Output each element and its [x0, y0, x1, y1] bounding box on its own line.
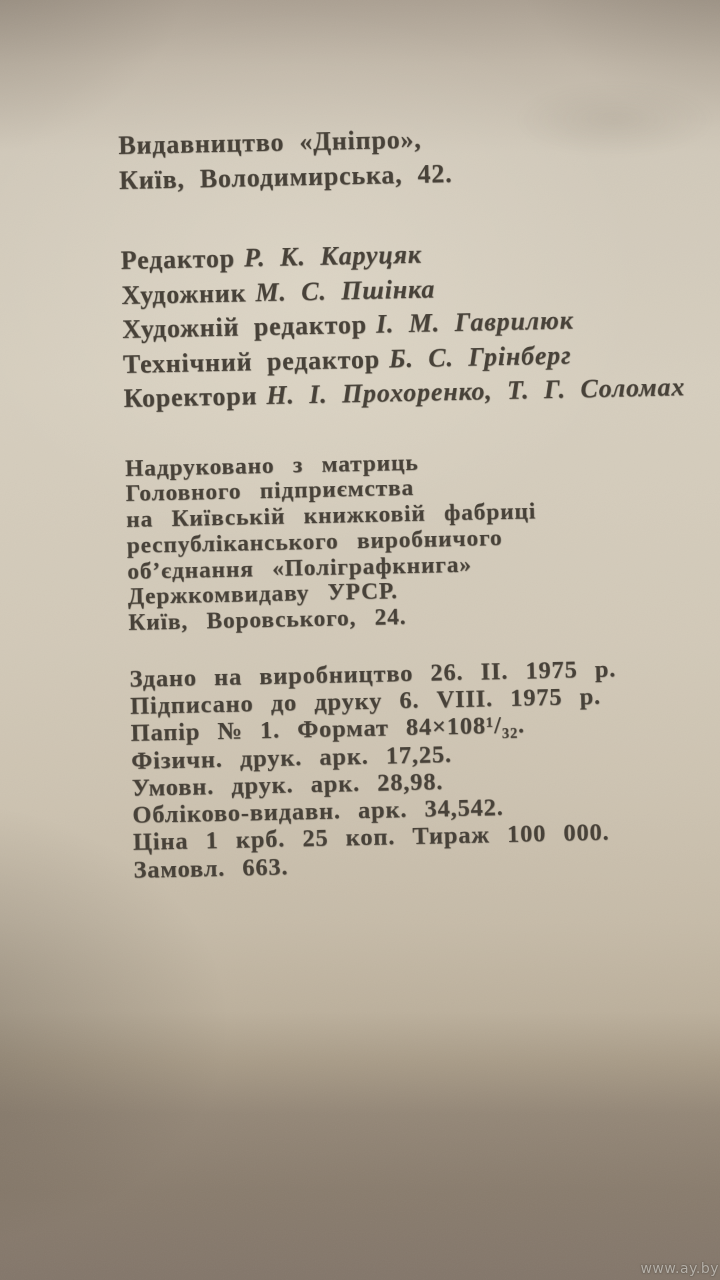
staff-role: Технічний редактор	[122, 344, 381, 379]
production-block	[129, 653, 720, 884]
production-line: Ціна 1 крб. 25 коп. Тираж 100 000.	[132, 819, 610, 857]
imprint-line: на Київській книжковій фабриці	[125, 498, 537, 534]
imprint-line: республіканського виробничого	[126, 524, 503, 559]
staff-role: Художник	[121, 277, 247, 310]
staff-name: Н. І. Прохоренко, Т. Г. Соломах	[266, 372, 686, 410]
production-line: Папір № 1. Формат 84×108¹/₃₂.	[130, 712, 526, 748]
staff-block	[120, 231, 720, 417]
staff-name: М. С. Пшінка	[255, 273, 436, 307]
imprint-line: об’єднання «Поліграфкнига»	[127, 551, 473, 585]
staff-name: Р. К. Каруцяк	[243, 239, 423, 273]
production-line: Фізичн. друк. арк. 17,25.	[130, 740, 453, 775]
production-line: Обліково-видавн. арк. 34,542.	[132, 794, 504, 829]
production-line: Умовн. друк. арк. 28,98.	[131, 768, 444, 802]
staff-role: Редактор	[120, 243, 236, 275]
staff-name: Б. С. Грінберг	[388, 340, 572, 373]
production-line: Замовл. 663.	[133, 853, 289, 884]
staff-role: Коректори	[123, 381, 258, 413]
staff-role: Художній редактор	[121, 309, 368, 344]
imprint-line: Держкомвидаву УРСР.	[127, 578, 399, 611]
production-line: Підписано до друку 6. VIII. 1975 р.	[129, 683, 602, 721]
colophon-text	[118, 115, 720, 884]
imprint-line: Головного підприємства	[125, 475, 415, 508]
publisher-line: Видавництво «Дніпро»,	[118, 124, 422, 160]
production-line: Здано на виробництво 26. II. 1975 р.	[129, 655, 617, 693]
imprint-line: Надруковано з матриць	[124, 449, 419, 482]
publisher-block	[118, 115, 720, 198]
imprint-line: Київ, Воровського, 24.	[128, 604, 407, 637]
watermark: www.ay.by	[640, 1261, 719, 1277]
publisher-line: Київ, Володимирська, 42.	[118, 159, 453, 195]
imprint-block	[125, 443, 720, 637]
staff-name: І. М. Гаврилюк	[375, 305, 574, 339]
